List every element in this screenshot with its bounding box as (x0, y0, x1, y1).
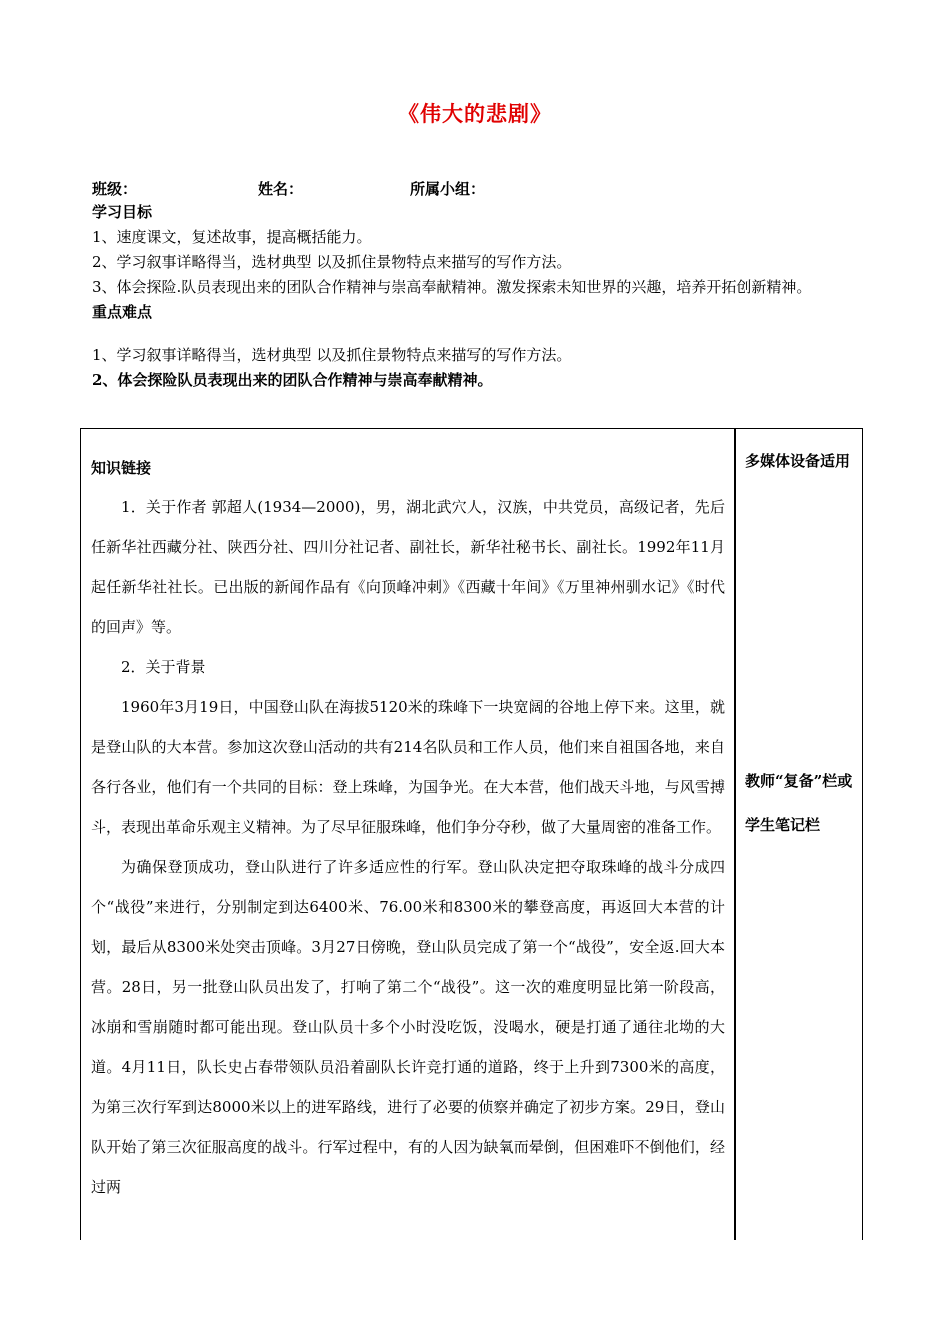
goal-item: 3、体会探险.队员表现出来的团队合作精神与崇高奉献精神。激发探索未知世界的兴趣，培养开拓创新精神。 (92, 278, 812, 296)
knowledge-link-heading: 知识链接 (91, 459, 152, 477)
group-label: 所属小组： (410, 180, 486, 198)
goal-item: 1、速度课文，复述故事，提高概括能力。 (92, 228, 372, 246)
learning-goals-heading: 学习目标 (92, 203, 153, 221)
key-point-item: 1、学习叙事详略得当，选材典型 以及抓住景物特点来描写的写作方法。 (92, 346, 572, 364)
paragraph-author: 1．关于作者 郭超人(1934—2000)，男，湖北武穴人，汉族，中共党员，高级记者，先后任新华社西藏分社、陕西分社、四川分社记者、副社长，新华社秘书长、副社长。1992年11月起任新华社社长。已出版的新闻作品有《向顶峰冲刺》《西藏十年间》《万里神州驯水记》《时代的回声》等。 (91, 498, 725, 636)
goals-section (92, 200, 862, 393)
multimedia-note: 多媒体设备适用 (745, 452, 851, 470)
goal-item: 2、学习叙事详略得当，选材典型 以及抓住景物特点来描写的写作方法。 (92, 253, 572, 271)
name-label: 姓名： (258, 180, 304, 198)
paragraph-background: 1960年3月19日，中国登山队在海拔5120米的珠峰下一块宽阔的谷地上停下来。这里，就是登山队的大本营。参加这次登山活动的共有214名队员和工作人员，他们来自祖国各地，来自各行各业，他们有一个共同的目标：登上珠峰，为国争光。在大本营，他们战天斗地，与风雪搏斗，表现出革命乐观主义精神。为了尽早征服珠峰，他们争分夺秒，做了大量周密的准备工作。 (91, 698, 725, 836)
key-points-heading: 重点难点 (92, 303, 153, 321)
column-divider (734, 429, 736, 1240)
knowledge-link-column (91, 453, 725, 1207)
class-label: 班级： (92, 180, 138, 198)
teacher-notes-label: 教师“复备”栏或学生笔记栏 (745, 772, 853, 834)
paragraph-background-heading: 2．关于背景 (121, 658, 206, 676)
key-point-item: 2、体会探险队员表现出来的团队合作精神与崇高奉献精神。 (92, 371, 493, 389)
document-title: 《伟大的悲剧》 (398, 101, 552, 126)
paragraph-campaigns: 为确保登顶成功，登山队进行了许多适应性的行军。登山队决定把夺取珠峰的战斗分成四个“战役”来进行，分别制定到达6400米、76.00米和8300米的攀登高度，再返回大本营的计划，最后从8300米处突击顶峰。3月27日傍晚，登山队员完成了第一个“战役”，安全返.回大本营。28日，另一批登山队员出发了，打响了第二个“战役”。这一次的难度明显比第一阶段高，冰崩和雪崩随时都可能出现。登山队员十多个小时没吃饭，没喝水，硬是打通了通往北坳的大道。4月11日，队长史占春带领队员沿着副队长许竞打通的道路，终于上升到7300米的高度，为第三次行军到达8000米以上的进军路线，进行了必要的侦察并确定了初步方案。29日，登山队开始了第三次征服高度的战斗。行军过程中，有的人因为缺氧而晕倒，但困难吓不倒他们，经过两 (91, 858, 725, 1196)
lesson-table (80, 428, 863, 1240)
